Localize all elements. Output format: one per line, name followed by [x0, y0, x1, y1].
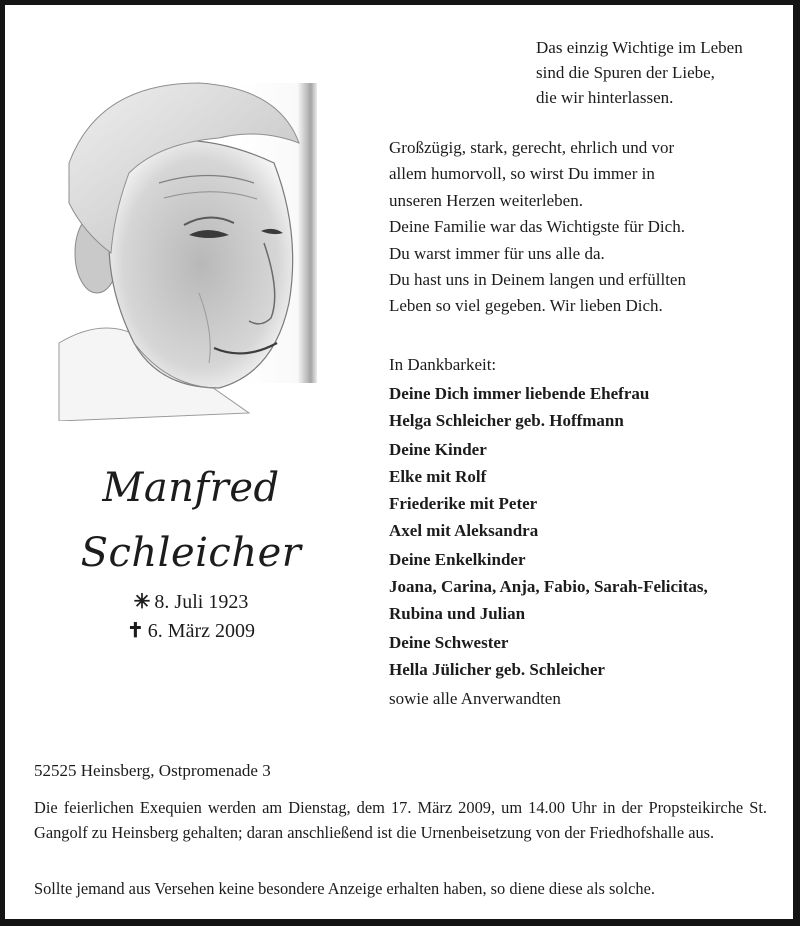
tribute-text: [389, 135, 686, 320]
mourner-name: Axel mit Aleksandra: [389, 521, 539, 540]
death-date-text: 6. März 2009: [147, 620, 255, 642]
death-date: [65, 618, 317, 643]
mourner-group-title: Deine Kinder: [389, 440, 487, 459]
mourner-group-title: Deine Dich immer liebende Ehefrau: [389, 384, 650, 403]
tribute-line: Leben so viel gegeben. Wir lieben Dich.: [389, 296, 663, 316]
funeral-service-info: Die feierlichen Exequien werden am Dienstag, dem 17. März 2009, um 14.00 Uhr in der Propsteikirche St. Gangolf zu Heinsberg gehalten; daran anschließend ist die Urnenbeisetzung von der Friedhofshalle aus.: [34, 798, 767, 842]
mourner-name: Elke mit Rolf: [389, 467, 487, 486]
tribute-line: Du warst immer für uns alle da.: [389, 243, 605, 263]
tribute-line: allem humorvoll, so wirst Du immer in: [389, 164, 655, 184]
mourners-closing: sowie alle Anverwandten: [389, 689, 561, 708]
motto-line: sind die Spuren der Liebe,: [536, 63, 715, 82]
mourner-name: Friederike mit Peter: [389, 494, 538, 513]
mourners-intro: In Dankbarkeit:: [389, 355, 497, 374]
birth-date-text: 8. Juli 1923: [154, 591, 249, 613]
motto-quote: [536, 35, 743, 110]
mourners-list: [389, 351, 708, 712]
motto-line: Das einzig Wichtige im Leben: [536, 38, 743, 57]
notice-disclaimer: Sollte jemand aus Versehen keine besondere Anzeige erhalten haben, so diene diese als solche.: [34, 879, 655, 898]
tribute-line: Deine Familie war das Wichtigste für Dich.: [389, 217, 685, 237]
mourner-name: Rubina und Julian: [389, 604, 526, 623]
mourner-name: Helga Schleicher geb. Hoffmann: [389, 411, 624, 430]
family-address: 52525 Heinsberg, Ostpromenade 3: [34, 761, 271, 780]
mourner-name: Hella Jülicher geb. Schleicher: [389, 660, 605, 679]
motto-line: die wir hinterlassen.: [536, 88, 674, 107]
mourner-group-title: Deine Schwester: [389, 633, 509, 652]
deceased-last-name: Schleicher: [80, 530, 302, 576]
mourner-group-title: Deine Enkelkinder: [389, 550, 526, 569]
tribute-line: Großzügig, stark, gerecht, ehrlich und vor: [389, 138, 675, 157]
birth-date: [65, 589, 317, 614]
tribute-line: unseren Herzen weiterleben.: [389, 190, 583, 210]
tribute-line: Du hast uns in Deinem langen und erfüllten: [389, 270, 686, 290]
cross-death-icon: ✝: [127, 620, 144, 642]
mourner-name: Joana, Carina, Anja, Fabio, Sarah-Felicitas,: [389, 577, 708, 596]
deceased-first-name: Manfred: [102, 465, 280, 511]
asterisk-birth-icon: ✳: [133, 591, 151, 613]
portrait-sketch: [39, 43, 317, 421]
